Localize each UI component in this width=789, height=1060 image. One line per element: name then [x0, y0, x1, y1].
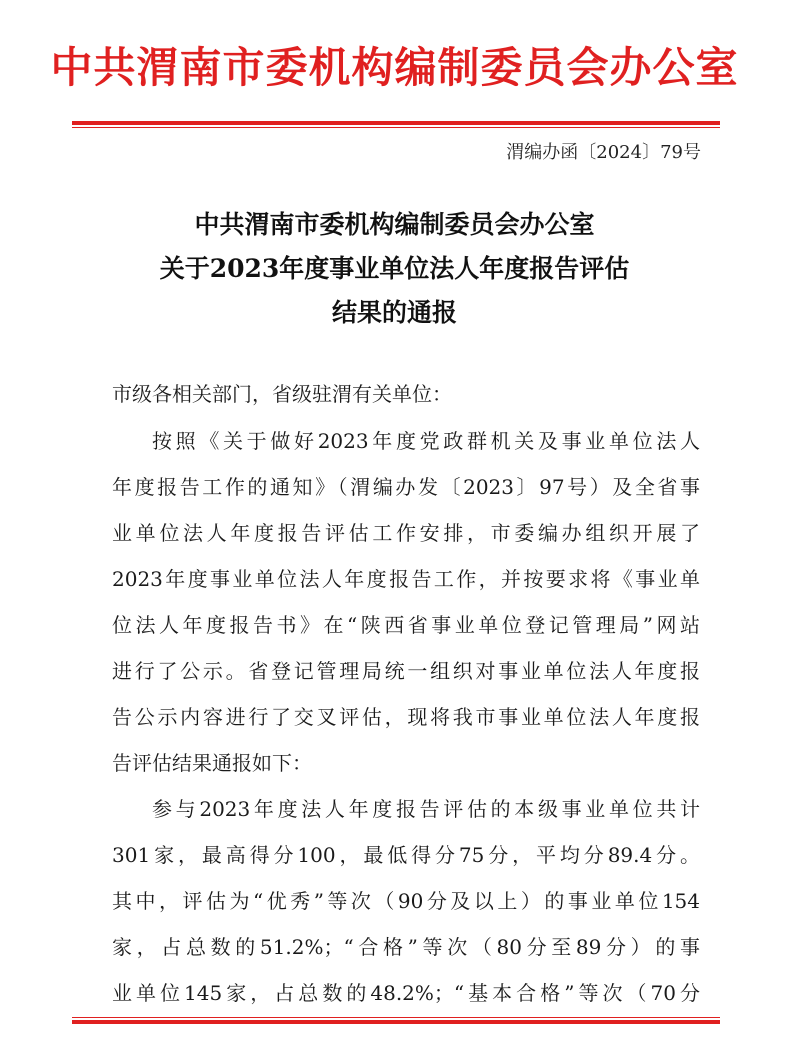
- paragraph2-line-1: 参与2023年度法人年度报告评估的本级事业单位共计: [152, 797, 700, 821]
- issuing-organization-header: 中共渭南市委机构编制委员会办公室: [50, 43, 739, 92]
- paragraph1-line-5: 位法人年度报告书》在“陕西省事业单位登记管理局”网站: [112, 613, 700, 637]
- paragraph2-line-4: 家，占总数的51.2%；“合格”等次（80分至89分）的事: [112, 935, 700, 959]
- footer-red-rule-thick: [72, 1020, 720, 1024]
- document-title: [0, 203, 789, 335]
- paragraph1-line-2: 年度报告工作的通知》（渭编办发〔2023〕97号）及全省事: [112, 475, 700, 499]
- footer-red-rule-thin: [72, 1017, 720, 1018]
- paragraph2-line-3: 其中，评估为“优秀”等次（90分及以上）的事业单位154: [112, 889, 700, 913]
- document-number: 渭编办函〔2024〕79号: [506, 142, 701, 163]
- salutation: 市级各相关部门，省级驻渭有关单位：: [112, 382, 452, 406]
- paragraph1-line-8: 告评估结果通报如下：: [112, 751, 312, 775]
- title-line-3: 结果的通报: [331, 298, 457, 327]
- title-line-1: 中共渭南市委机构编制委员会办公室: [194, 210, 595, 239]
- paragraph2-line-2: 301家，最高得分100，最低得分75分，平均分89.4分。: [112, 843, 700, 867]
- paragraph1-line-7: 告公示内容进行了交叉评估，现将我市事业单位法人年度报: [112, 705, 700, 729]
- header-red-rule-thick: [72, 121, 720, 125]
- header-red-rule-thin: [72, 127, 720, 128]
- paragraph1-line-4: 2023年度事业单位法人年度报告工作，并按要求将《事业单: [112, 567, 700, 591]
- title-line-2: 关于2023年度事业单位法人年度报告评估: [159, 254, 630, 283]
- paragraph1-line-3: 业单位法人年度报告评估工作安排，市委编办组织开展了: [112, 521, 700, 545]
- paragraph1-line-6: 进行了公示。省登记管理局统一组织对事业单位法人年度报: [112, 659, 700, 683]
- paragraph1-line-1: 按照《关于做好2023年度党政群机关及事业单位法人: [152, 429, 700, 453]
- paragraph2-line-5: 业单位145家，占总数的48.2%；“基本合格”等次（70分: [112, 981, 700, 1005]
